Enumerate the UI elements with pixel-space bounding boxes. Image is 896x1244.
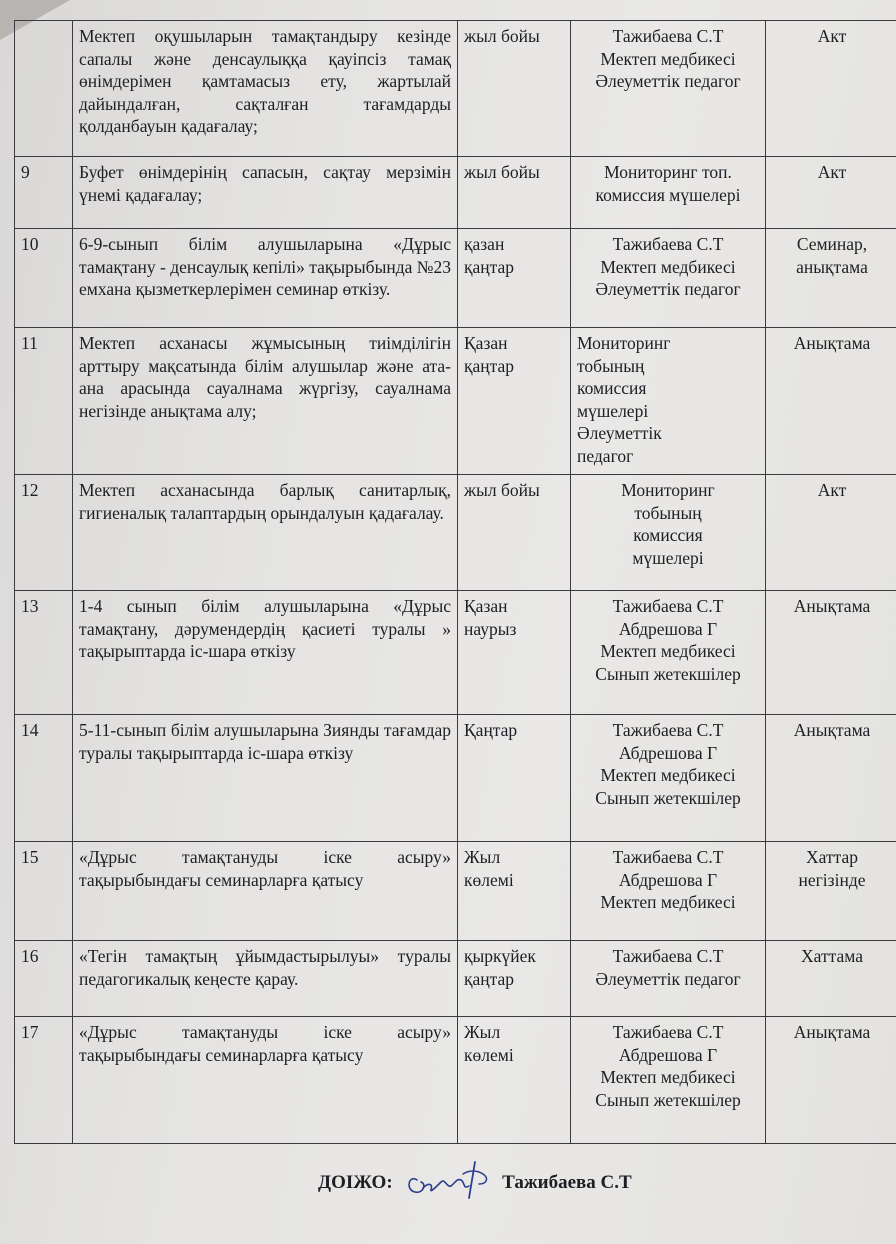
row-period: Жыл көлемі [458,1017,571,1144]
row-period: жыл бойы [458,157,571,229]
row-period: Қазан наурыз [458,591,571,715]
row-task: Буфет өнімдерінің сапасын, сақтау мерзімін үнемі қадағалау; [73,157,458,229]
table-row [15,842,896,941]
row-output-form: Семинар, анықтама [766,229,896,328]
row-responsible: Мониторинг тобының комиссия мүшелері [571,475,766,591]
row-period: қазан қаңтар [458,229,571,328]
row-task: «Дұрыс тамақтануды іске асыру» тақырыбындағы семинарларға қатысу [73,842,458,941]
row-output-form: Хаттама [766,941,896,1017]
row-number: 12 [15,475,73,591]
row-number: 10 [15,229,73,328]
row-number: 9 [15,157,73,229]
table-row [15,21,896,157]
row-period: жыл бойы [458,475,571,591]
table-row [15,475,896,591]
row-task: Мектеп асханасы жұмысының тиімділігін арттыру мақсатында білім алушылар және ата-ана арасында сауалнама жүргізу, сауалнама негізінде анықтама алу; [73,328,458,475]
plan-table [14,20,896,1144]
row-task: 5-11-сынып білім алушыларына Зиянды тағамдар туралы тақырыптарда іс-шара өткізу [73,715,458,842]
row-responsible: Тажибаева С.Т Мектеп медбикесі Әлеуметтік педагог [571,21,766,157]
table-row [15,229,896,328]
row-output-form: Анықтама [766,1017,896,1144]
row-task: Мектеп асханасында барлық санитарлық, гигиеналық талаптардың орындалуын қадағалау. [73,475,458,591]
row-output-form: Акт [766,157,896,229]
row-output-form: Анықтама [766,715,896,842]
row-output-form: Анықтама [766,591,896,715]
row-output-form: Акт [766,475,896,591]
row-number: 15 [15,842,73,941]
row-responsible: Тажибаева С.Т Абдрешова Г Мектеп медбикесі [571,842,766,941]
row-responsible: Мониторинг топ. комиссия мүшелері [571,157,766,229]
row-period: қыркүйек қаңтар [458,941,571,1017]
table-row [15,157,896,229]
table-row [15,941,896,1017]
row-period: Жыл көлемі [458,842,571,941]
row-number: 16 [15,941,73,1017]
table-row [15,328,896,475]
row-responsible: Тажибаева С.Т Әлеуметтік педагог [571,941,766,1017]
row-number [15,21,73,157]
approval-footer [318,1164,632,1204]
row-responsible: Тажибаева С.Т Абдрешова Г Мектеп медбикесі Сынып жетекшілер [571,1017,766,1144]
row-responsible: Тажибаева С.Т Абдрешова Г Мектеп медбикесі Сынып жетекшілер [571,591,766,715]
row-responsible: Тажибаева С.Т Абдрешова Г Мектеп медбикесі Сынып жетекшілер [571,715,766,842]
row-period: Қаңтар [458,715,571,842]
approval-label: ДОІЖО: [318,1172,393,1194]
row-period: жыл бойы [458,21,571,157]
row-responsible: Мониторинг тобының комиссия мүшелері Әлеуметтік педагог [571,328,766,475]
row-number: 11 [15,328,73,475]
table-row [15,1017,896,1144]
table-row [15,591,896,715]
row-period: Қазан қаңтар [458,328,571,475]
row-number: 13 [15,591,73,715]
signature-image [403,1160,495,1200]
row-output-form: Акт [766,21,896,157]
row-task: «Дұрыс тамақтануды іске асыру» тақырыбындағы семинарларға қатысу [73,1017,458,1144]
row-task: «Тегін тамақтың ұйымдастырылуы» туралы педагогикалық кеңесте қарау. [73,941,458,1017]
table-row [15,715,896,842]
row-task: Мектеп оқушыларын тамақтандыру кезінде сапалы және денсаулыққа қауіпсіз тамақ өнімдерімен қамтамасыз ету, жартылай дайындалған, сақталған тағамдарды қолданбауын қадағалау; [73,21,458,157]
row-task: 1-4 сынып білім алушыларына «Дұрыс тамақтану, дәрумендердің қасиеті туралы » тақырыптарда іс-шара өткізу [73,591,458,715]
row-output-form: Анықтама [766,328,896,475]
row-number: 14 [15,715,73,842]
row-number: 17 [15,1017,73,1144]
plan-table-body [15,21,896,1144]
approver-name: Тажибаева С.Т [502,1172,632,1194]
row-task: 6-9-сынып білім алушыларына «Дұрыс тамақтану - денсаулық кепілі» тақырыбында №23 емхана қызметкерлерімен семинар өткізу. [73,229,458,328]
row-responsible: Тажибаева С.Т Мектеп медбикесі Әлеуметтік педагог [571,229,766,328]
row-output-form: Хаттар негізінде [766,842,896,941]
